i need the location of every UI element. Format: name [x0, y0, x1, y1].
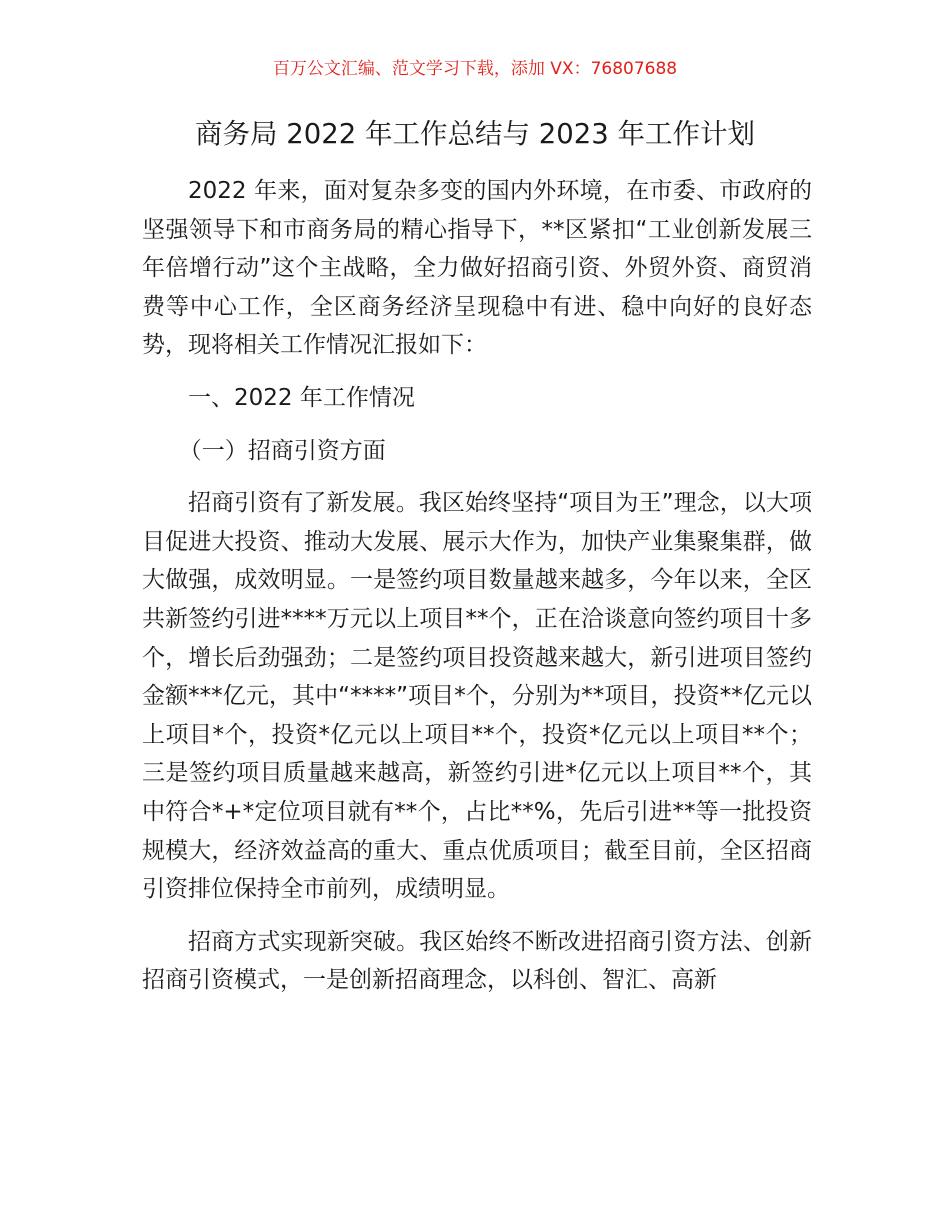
- methods-paragraph: 招商方式实现新突破。我区始终不断改进招商引资方法、创新招商引资模式，一是创新招商理念，以科创、智汇、高新: [142, 928, 812, 994]
- document-title: 商务局 2022 年工作总结与 2023 年工作计划: [195, 118, 755, 150]
- subsection-heading-investment: （一）招商引资方面: [178, 437, 386, 464]
- intro-paragraph: 2022 年来，面对复杂多变的国内外环境，在市委、市政府的坚强领导下和市商务局的精心指导下，**区紧扣“工业创新发展三年倍增行动”这个主战略，全力做好招商引资、外贸外资、商贸消费等中心工作，全区商务经济呈现稳中有进、稳中向好的良好态势，现将相关工作情况汇报如下：: [142, 178, 812, 359]
- section-heading-work-status: 一、2022 年工作情况: [188, 384, 415, 411]
- download-banner: 百万公文汇编、范文学习下载，添加 VX：76807688: [272, 59, 678, 79]
- document-body: [142, 172, 812, 1000]
- investment-paragraph: 招商引资有了新发展。我区始终坚持“项目为王”理念，以大项目促进大投资、推动大发展、展示大作为，加快产业集聚集群，做大做强，成效明显。一是签约项目数量越来越多，今年以来，全区共新签约引进****万元以上项目**个，正在洽谈意向签约项目十多个，增长后劲强劲；二是签约项目投资越来越大，新引进项目签约金额***亿元，其中“****”项目*个，分别为**项目，投资**亿元以上项目*个，投资*亿元以上项目**个，投资*亿元以上项目**个；三是签约项目质量越来越高，新签约引进*亿元以上项目**个，其中符合*+*定位项目就有**个，占比**%，先后引进**等一批投资规模大，经济效益高的重大、重点优质项目；截至目前，全区招商引资排位保持全市前列，成绩明显。: [142, 490, 812, 903]
